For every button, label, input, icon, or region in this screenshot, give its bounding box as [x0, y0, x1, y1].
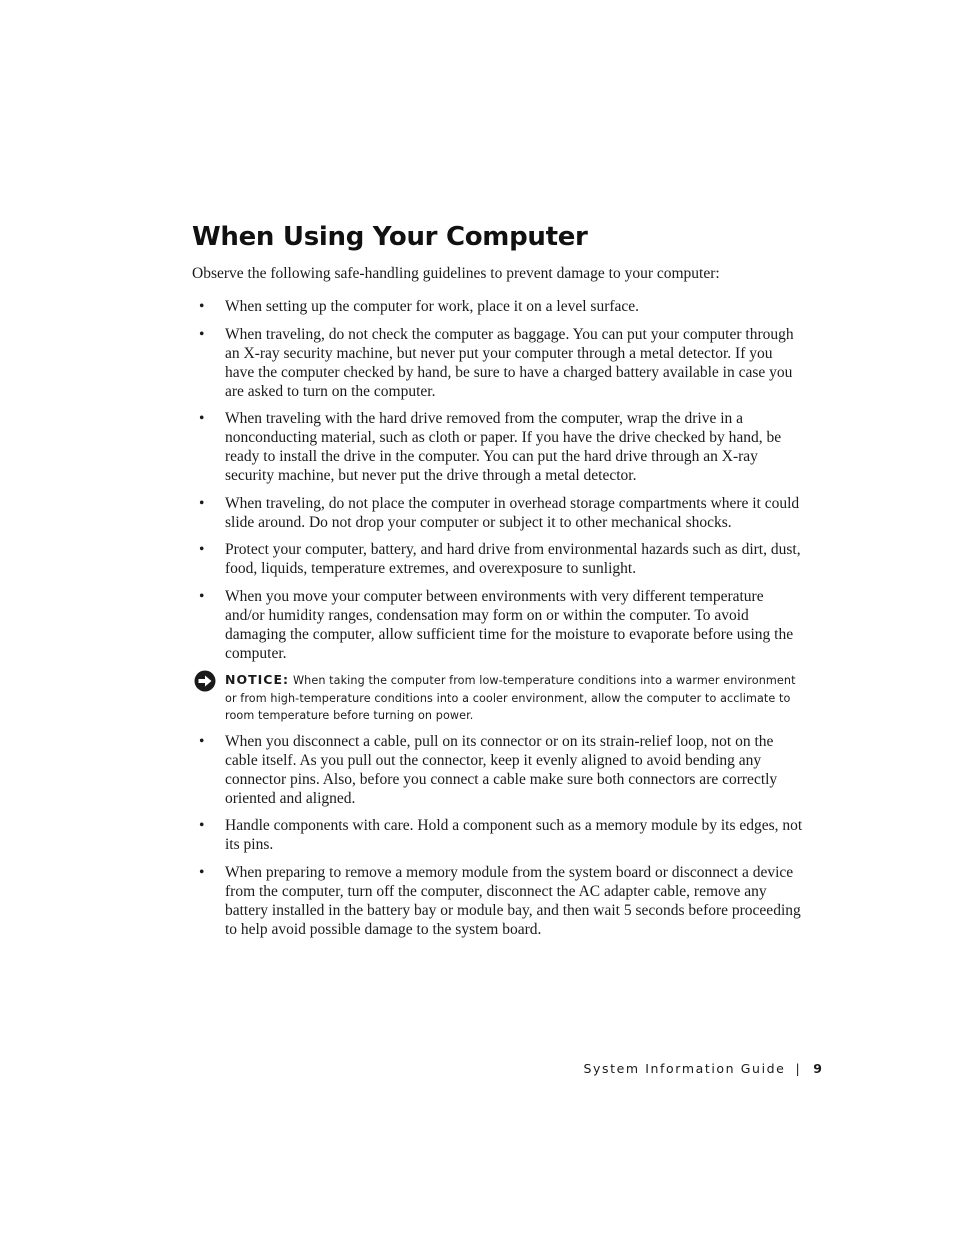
page-footer	[583, 1061, 822, 1076]
bullet-icon: •	[199, 410, 205, 427]
bullet-icon: •	[199, 495, 205, 512]
notice-label: NOTICE:	[225, 672, 289, 687]
bullet-icon: •	[199, 541, 205, 558]
list-item	[199, 863, 803, 939]
bullet-icon: •	[199, 733, 205, 750]
list-item	[199, 732, 803, 808]
footer-separator: |	[795, 1061, 802, 1076]
list-item-text: When preparing to remove a memory module from the system board or disconnect a device from the computer, turn off the computer, disconnect the AC adapter cable, remove any battery installed in the battery bay or module bay, and then wait 5 seconds before proceeding to help avoid possible damage to the system board.	[225, 864, 801, 938]
list-item-text: When traveling, do not check the computer as baggage. You can put your computer through an X-ray security machine, but never put your computer through a metal detector. If you have the computer checked by hand, be sure to have a charged battery available in case you are asked to turn on the computer.	[225, 326, 794, 400]
page-heading: When Using Your Computer	[192, 222, 588, 252]
bullet-icon: •	[199, 864, 205, 881]
bullet-icon: •	[199, 817, 205, 834]
list-item-text: When you move your computer between environments with very different temperature and/or humidity ranges, condensation may form on or within the computer. To avoid damaging the computer, allow sufficient time for the moisture to evaporate before using the computer.	[225, 588, 794, 662]
page-number: 9	[813, 1061, 822, 1076]
list-item	[199, 540, 803, 578]
list-item	[199, 816, 803, 854]
list-item	[199, 494, 803, 532]
list-item	[199, 297, 803, 316]
list-item-text: When setting up the computer for work, place it on a level surface.	[225, 298, 640, 315]
notice-body: When taking the computer from low-temperature conditions into a warmer environment or from high-temperature conditions into a cooler environment, allow the computer to acclimate to room temperature before turning on power.	[225, 674, 796, 722]
bullet-icon: •	[199, 326, 205, 343]
list-item	[199, 587, 803, 663]
list-item-text: Handle components with care. Hold a component such as a memory module by its edges, not its pins.	[225, 817, 803, 853]
list-item-text: Protect your computer, battery, and hard drive from environmental hazards such as dirt, dust, food, liquids, temperature extremes, and overexposure to sunlight.	[225, 541, 801, 577]
notice-arrow-icon	[194, 670, 216, 692]
list-item-text: When traveling, do not place the computer in overhead storage compartments where it could slide around. Do not drop your computer or subject it to other mechanical shocks.	[225, 495, 800, 531]
list-item	[199, 325, 803, 401]
bullet-icon: •	[199, 588, 205, 605]
list-item	[199, 409, 803, 485]
intro-paragraph: Observe the following safe-handling guidelines to prevent damage to your computer:	[192, 265, 720, 282]
notice-text	[225, 671, 805, 725]
notice-block	[192, 670, 812, 726]
list-item-text: When you disconnect a cable, pull on its connector or on its strain-relief loop, not on the cable itself. As you pull out the connector, keep it evenly aligned to avoid bending any connector pins. Also, before you connect a cable make sure both connectors are correctly oriented and aligned.	[225, 733, 778, 807]
footer-guide-title: System Information Guide	[583, 1061, 786, 1076]
list-item-text: When traveling with the hard drive removed from the computer, wrap the drive in a nonconducting material, such as cloth or paper. If you have the drive checked by hand, be ready to install the drive in the computer. You can put the hard drive through an X-ray security machine, but never put the drive through a metal detector.	[225, 410, 782, 484]
bullet-icon: •	[199, 298, 205, 315]
